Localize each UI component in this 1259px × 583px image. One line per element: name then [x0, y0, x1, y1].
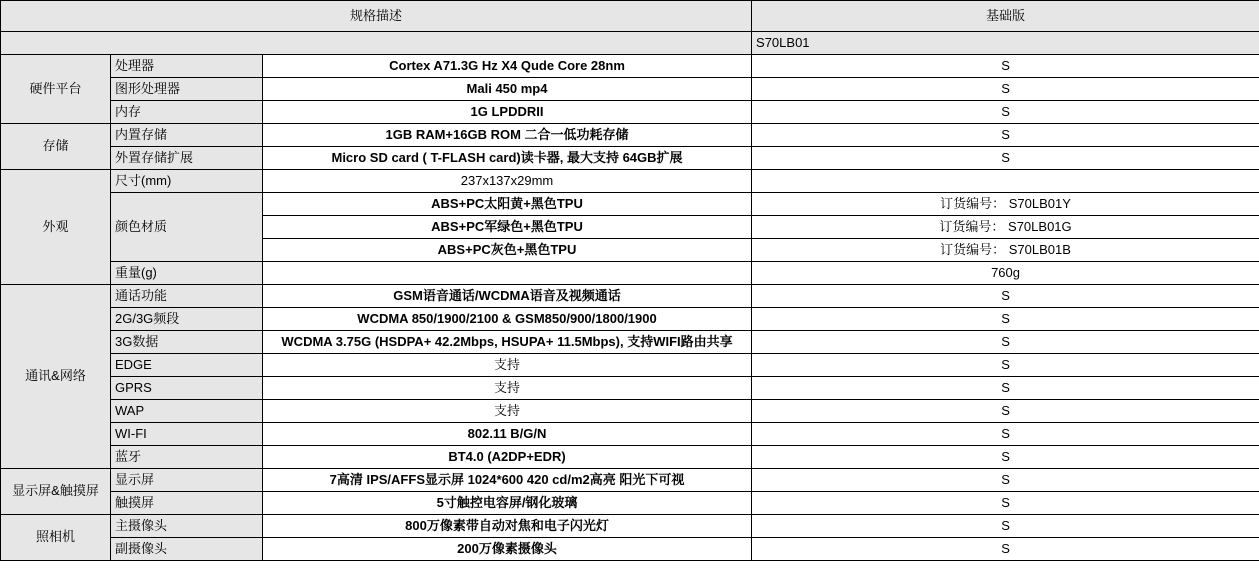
item-description: Mali 450 mp4 — [263, 78, 752, 101]
item-label: 内存 — [111, 101, 263, 124]
item-label: 外置存储扩展 — [111, 147, 263, 170]
table-row — [1, 538, 1259, 561]
item-label: 蓝牙 — [111, 446, 263, 469]
table-row — [1, 147, 1259, 170]
item-description: 5寸触控电容屏/钢化玻璃 — [263, 492, 752, 515]
group-label: 照相机 — [1, 515, 111, 561]
table-row — [1, 377, 1259, 400]
item-description: Cortex A71.3G Hz X4 Qude Core 28nm — [263, 55, 752, 78]
item-description: 1GB RAM+16GB ROM 二合一低功耗存储 — [263, 124, 752, 147]
item-description: 200万像素摄像头 — [263, 538, 752, 561]
item-description: 支持 — [263, 400, 752, 423]
support-mark: 760g — [752, 262, 1259, 285]
item-label: EDGE — [111, 354, 263, 377]
item-description: 802.11 B/G/N — [263, 423, 752, 446]
table-row — [1, 515, 1259, 538]
item-label: 2G/3G频段 — [111, 308, 263, 331]
item-label: 颜色材质 — [111, 193, 263, 262]
version-title: 基础版 — [752, 1, 1259, 32]
table-header-row — [1, 1, 1259, 32]
item-label: WAP — [111, 400, 263, 423]
group-label: 通讯&网络 — [1, 285, 111, 469]
item-label: GPRS — [111, 377, 263, 400]
item-description: Micro SD card ( T-FLASH card)读卡器, 最大支持 64GB扩展 — [263, 147, 752, 170]
item-description: 237x137x29mm — [263, 170, 752, 193]
subheader-blank — [1, 32, 752, 55]
support-mark: S — [752, 124, 1259, 147]
table-row — [1, 469, 1259, 492]
item-label: 内置存储 — [111, 124, 263, 147]
item-description: WCDMA 850/1900/2100 & GSM850/900/1800/1900 — [263, 308, 752, 331]
item-label: 尺寸(mm) — [111, 170, 263, 193]
group-label: 硬件平台 — [1, 55, 111, 124]
table-row — [1, 55, 1259, 78]
table-row — [1, 492, 1259, 515]
table-row — [1, 423, 1259, 446]
support-mark: S — [752, 446, 1259, 469]
item-description: ABS+PC军绿色+黑色TPU — [263, 216, 752, 239]
item-label: 图形处理器 — [111, 78, 263, 101]
item-description: ABS+PC灰色+黑色TPU — [263, 239, 752, 262]
table-row — [1, 262, 1259, 285]
support-mark: S — [752, 400, 1259, 423]
group-label: 外观 — [1, 170, 111, 285]
model-code: S70LB01 — [752, 32, 1259, 55]
support-mark: S — [752, 101, 1259, 124]
item-description: ABS+PC太阳黄+黑色TPU — [263, 193, 752, 216]
table-row — [1, 446, 1259, 469]
support-mark: S — [752, 515, 1259, 538]
support-mark: S — [752, 308, 1259, 331]
item-description: BT4.0 (A2DP+EDR) — [263, 446, 752, 469]
support-mark: 订货编号： S70LB01G — [752, 216, 1259, 239]
group-label: 存储 — [1, 124, 111, 170]
support-mark: S — [752, 147, 1259, 170]
item-label: 副摄像头 — [111, 538, 263, 561]
support-mark: S — [752, 377, 1259, 400]
support-mark: S — [752, 469, 1259, 492]
table-row — [1, 308, 1259, 331]
item-description: 1G LPDDRII — [263, 101, 752, 124]
item-description — [263, 262, 752, 285]
item-label: 主摄像头 — [111, 515, 263, 538]
support-mark: S — [752, 331, 1259, 354]
support-mark: S — [752, 492, 1259, 515]
item-description: 支持 — [263, 377, 752, 400]
group-label: 显示屏&触摸屏 — [1, 469, 111, 515]
item-label: WI-FI — [111, 423, 263, 446]
support-mark: 订货编号： S70LB01Y — [752, 193, 1259, 216]
spec-title: 规格描述 — [1, 1, 752, 32]
table-row — [1, 354, 1259, 377]
table-row — [1, 285, 1259, 308]
item-label: 处理器 — [111, 55, 263, 78]
table-row — [1, 101, 1259, 124]
item-label: 触摸屏 — [111, 492, 263, 515]
support-mark: S — [752, 78, 1259, 101]
support-mark: S — [752, 423, 1259, 446]
support-mark: S — [752, 354, 1259, 377]
item-description: GSM语音通话/WCDMA语音及视频通话 — [263, 285, 752, 308]
support-mark: S — [752, 538, 1259, 561]
table-row — [1, 331, 1259, 354]
item-label: 通话功能 — [111, 285, 263, 308]
table-row — [1, 124, 1259, 147]
item-label: 重量(g) — [111, 262, 263, 285]
item-description: 800万像素带自动对焦和电子闪光灯 — [263, 515, 752, 538]
support-mark: S — [752, 55, 1259, 78]
table-subheader-row — [1, 32, 1259, 55]
support-mark: S — [752, 285, 1259, 308]
item-description: 支持 — [263, 354, 752, 377]
support-mark — [752, 170, 1259, 193]
item-description: WCDMA 3.75G (HSDPA+ 42.2Mbps, HSUPA+ 11.5Mbps), 支持WIFI路由共享 — [263, 331, 752, 354]
table-row — [1, 170, 1259, 193]
table-row — [1, 78, 1259, 101]
item-description: 7高清 IPS/AFFS显示屏 1024*600 420 cd/m2高亮 阳光下可视 — [263, 469, 752, 492]
table-row — [1, 193, 1259, 216]
item-label: 3G数据 — [111, 331, 263, 354]
table-row — [1, 400, 1259, 423]
item-label: 显示屏 — [111, 469, 263, 492]
support-mark: 订货编号： S70LB01B — [752, 239, 1259, 262]
